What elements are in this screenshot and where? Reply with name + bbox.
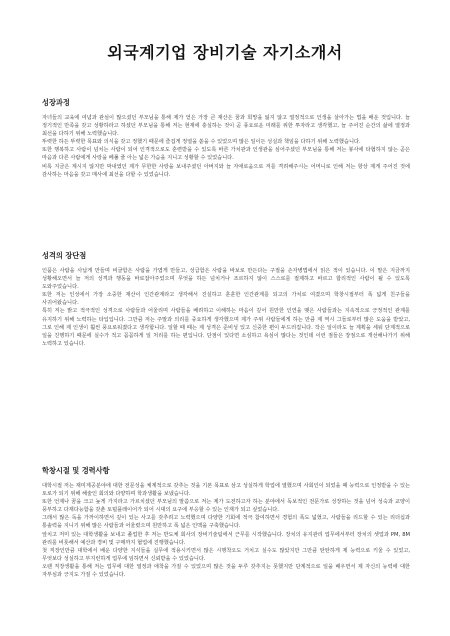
section-personality: [42, 251, 410, 348]
paragraph: 그래서 많은 독을 가까이하면서 깊이 있는 사고를 갖추려고 노력했으며 다양한 기회에 적극 참여하면서 경험의 폭도 넓혔고, 사람들을 리드할 수 있는 리더십과 통솔력을 지니기 위해 많은 사람들과 어울렸으며 원만하고 폭 넓은 인맥을 구축했습니다.: [42, 515, 410, 530]
paragraph: 뚜렷한 하든 뚜렷한 목표와 의식을 갖고 정했기 때문에 즐겁게 정열을 쏟을 수 있었으며 많은 일이든 성실과 책임을 다하기 위해 노력했습니다.: [42, 139, 361, 146]
section-growth: [42, 98, 410, 179]
paragraph: 또한 행복하고 사람이 넘치는 사람이 되어 인격적으로도 훈련받을 수 있도록 바른 가치관과 인생관을 심어주셨던 부모님을 통해 저는 봉사에 타협하지 않는 곧은 마음과 다른 사람에게 사랑을 베풀 줄 아는 넓은 가슴을 지니고 성황할 수 있었습니다.: [42, 147, 410, 162]
section-heading: 학창시절 및 경력사항: [42, 466, 110, 475]
section-heading: 성장과정: [42, 98, 70, 107]
section-school-career: [42, 466, 410, 579]
paragraph: 또한 저는 인성에서 가장 소중한 재산이 인간관계라고 생각해서 진실하고 훈훈한 인간관계를 되고의 가치로 여겼으며 학창시절부터 폭 넓게 친구들을 사귀어왔습니다.: [42, 292, 410, 307]
paragraph: 오랜 직장생활을 통해 저는 업무에 대한 열정과 애착을 가질 수 있었으며 많은 것을 두루 갖추지는 못했지만 단계적으로 일을 배우면서 제 자신의 능력에 대한 자부심과 긍지도 가질 수 있었습니다.: [42, 563, 410, 579]
paragraph: 첫 직장인만큼 대학에서 배운 다양한 지식들을 실무에 적용시키면서 많은 시행착오도 거치고 실수도 많았지만 그만큼 탄탄하게 제 능력으로 키울 수 있었고, 무엇보다 성실하고 부지런하게 업무에 임하면서 신뢰받을 수 있었습니다.: [42, 547, 410, 562]
paragraph: 또한 언제나 꿈을 크고 높게 가지라고 가르치셨던 부모님의 말씀으로 저는 제가 도전하고자 하는 분야에서 독보적인 전문가로 성장하는 것을 넘어 성숙과 교양이 풍부하고 다재다능함을 갖춘 토털플레이어가 되어 시대의 요구에 부응할 수 있는 인재가 되고 싶었습니다.: [42, 499, 410, 514]
paragraph: 자녀들의 교육에 여념과 관심이 많으셨던 부모님을 통해 제가 얻은 가장 큰 재산은 꿈과 희망을 잃지 않고 열정적으로 인생을 살아가는 법을 배운 것입니다. 늘 정기적인 만족을 갖고 성황하라고 하셨던 부모님을 통해 저는 현재에 충실하는 것이 곧 풍요로운 미래를 위한 투자라고 생각했고, 늘 주어진 순간의 삶에 열정과 최선을 다하기 위해 노력했습니다.: [42, 115, 410, 138]
paragraph: 인품은 사람을 사납게 만들며 비굴함은 사람을 가엽게 만들고, 성급함은 사람을 바보로 만든다는 구절을 손자병법에서 읽은 적이 있습니다. 이 말은 지금까지 성황해오면서 늘 저의 성격과 행동을 바로잡아주었으며 무엇을 하든 넘치거나 조르하지 않이 스스로를 절제하고 바르고 합리적인 사람이 될 수 있도록 도와주었습니다.: [42, 268, 410, 291]
paragraph: 특히 저는 밝고 적극적인 성격으로 사람들과 어울리며 사람들을 배려하고 이해하는 마음이 깊어 원만한 인연을 맺은 사람들과는 지속적으로 긍정적인 관계를 유지하기 위해 노력하는 타입입니다. 그만큼 저는 주말과 의리를 중요하게 생각했으며 제가 주위 사람들에게 하는 만큼 제 역시 그들로부터 많은 도움을 받았고, 그로 인해 제 인생이 훨씬 풍요로워졌다고 생각합니다. 일할 때 때는 제 성격은 준비성 있고 신중한 편이 두드러집니다. 작은 일이라도 늘 계획을 세워 단계적으로 일을 진행하기 때문에 실수가 적고 꼼꼼하게 일 처리를 하는 편입니다. 단점이 있다면 소심하고 욕심이 많다는 것인데 이런 점들은 장점으로 개선해나가기 위해 노력하고 있습니다.: [42, 308, 410, 347]
paragraph: 대학시절 저는 재미계공분야에 대한 전문성을 체계적으로 갖추는 것을 기본 목표로 삼고 성실하게 학업에 열했으며 사회인이 되었을 때 능력으로 인정받을 수 있는 토로가 되기 위해 해술인 회의와 다양하며 학과생활을 보냈습니다.: [42, 483, 410, 498]
section-heading: 성격의 장단점: [42, 251, 87, 260]
paragraph: 비록 지금은 계시지 않지만 막내였던 제가 무한한 사랑을 보내주셨던 아버지와 늘 자애로움으로 저를 격려해주시는 어머니로 인해 저는 항상 제게 주어진 것에 감사하는 마음을 갖고 매사에 최선을 다할 수 있었습니다.: [42, 163, 410, 178]
document-title: 외국계기업 장비기술 자기소개서: [107, 43, 343, 62]
paragraph: 앞치고 저미 있는 대학생활을 보내고 졸업한 후 저는 반도체 회사의 장비기술팀에서 근무를 시작했습니다. 장치의 유지관리 업무에서부터 장치의 셋업과 PM, 8M 관리를 비롯해서 예산과 경비 및 구매까지 협업에 진행했습니다.: [42, 531, 410, 546]
